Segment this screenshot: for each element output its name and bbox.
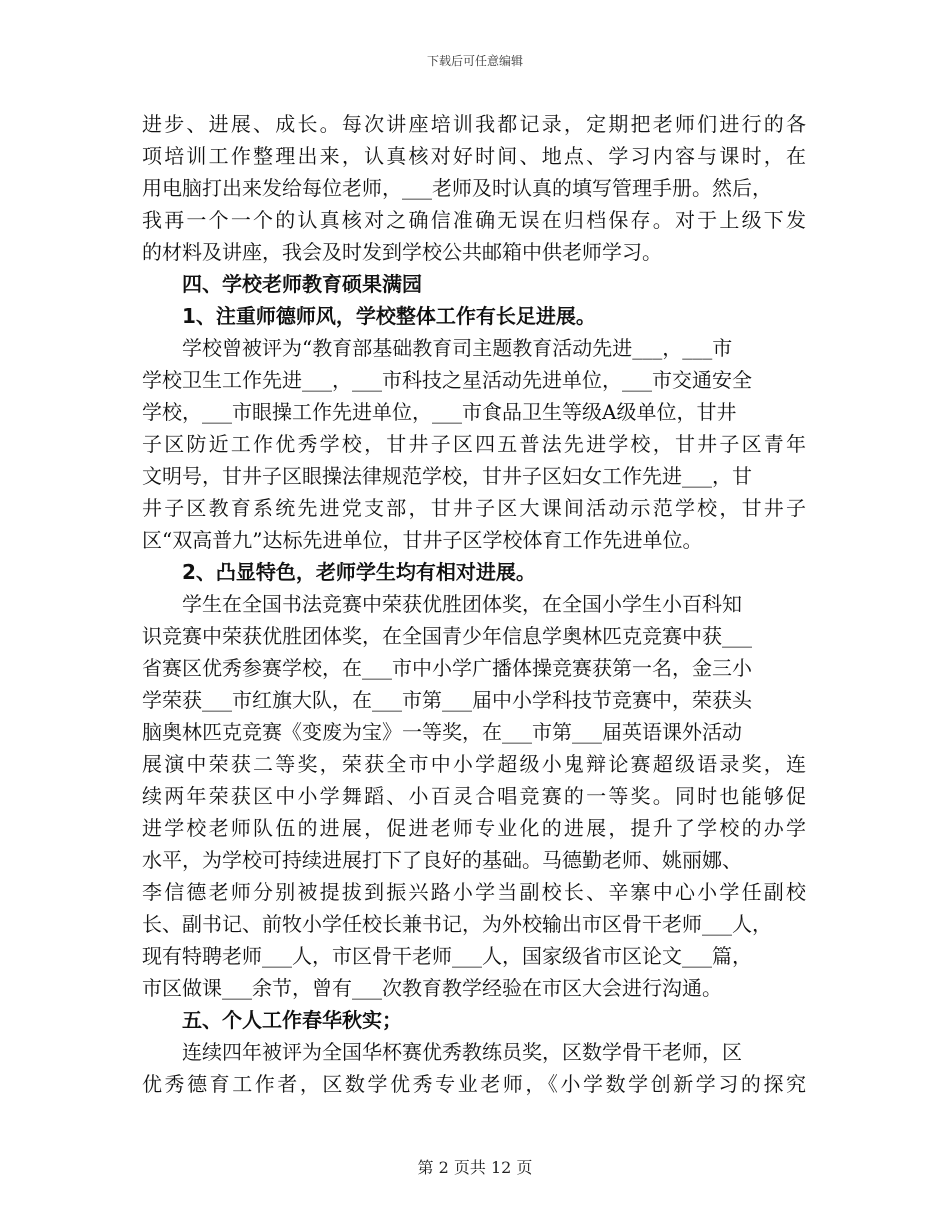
body-line: 现有特聘老师___人，市区骨干老师___人，国家级省市区论文___篇， — [142, 944, 752, 968]
body-line: 续两年荣获区中小学舞蹈、小百灵合唱竞赛的一等奖。同时也能够促 — [142, 784, 806, 808]
body-line: 的材料及讲座，我会及时发到学校公共邮箱中供老师学习。 — [142, 240, 662, 264]
body-line: 文明号，甘井子区眼操法律规范学校，甘井子区妇女工作先进___，甘 — [142, 464, 752, 488]
body-line: 脑奥林匹克竞赛《变废为宝》一等奖，在___市第___届英语课外活动 — [142, 720, 742, 744]
body-line: 优秀德育工作者，区数学优秀专业老师，《小学数学创新学习的探究 — [142, 1072, 806, 1096]
section-heading-5: 五、个人工作春华秋实； — [182, 1008, 402, 1032]
body-line: 市区做课___余节，曾有___次教育教学经验在市区大会进行沟通。 — [142, 976, 722, 1000]
page-header: 下载后可任意编辑 — [426, 54, 523, 68]
page-footer: 第 2 页共 12 页 — [417, 1158, 533, 1177]
body-line: 学校卫生工作先进___，___市科技之星活动先进单位，___市交通安全 — [142, 368, 752, 392]
body-line: 省赛区优秀参赛学校，在___市中小学广播体操竞赛获第一名，金三小 — [142, 656, 752, 680]
subheading-1: 1、注重师德师风，学校整体工作有长足进展。 — [182, 304, 596, 328]
document-body — [142, 108, 806, 1100]
body-line: 展演中荣获二等奖，荣获全市中小学超级小鬼辩论赛超级语录奖，连 — [142, 752, 806, 776]
subheading-2: 2、凸显特色，老师学生均有相对进展。 — [182, 560, 536, 584]
body-line: 子区防近工作优秀学校，甘井子区四五普法先进学校，甘井子区青年 — [142, 432, 806, 456]
body-line: 长、副书记、前牧小学任校长兼书记，为外校输出市区骨干老师___人， — [142, 912, 772, 936]
body-line: 学校曾被评为“教育部基础教育司主题教育活动先进___，___市 — [182, 336, 733, 360]
body-line: 学生在全国书法竞赛中荣获优胜团体奖，在全国小学生小百科知 — [182, 592, 742, 616]
body-line: 识竞赛中荣获优胜团体奖，在全国青少年信息学奥林匹克竞赛中获___ — [142, 624, 752, 648]
body-line: 区“双高普九”达标先进单位，甘井子区学校体育工作先进单位。 — [142, 528, 703, 552]
body-line: 学荣获___市红旗大队，在___市第___届中小学科技节竞赛中，荣获头 — [142, 688, 752, 712]
body-line: 进学校老师队伍的进展，促进老师专业化的进展，提升了学校的办学 — [142, 816, 806, 840]
body-line: 连续四年被评为全国华杯赛优秀教练员奖，区数学骨干老师，区 — [182, 1040, 742, 1064]
body-line: 学校，___市眼操工作先进单位，___市食品卫生等级A级单位，甘井 — [142, 400, 737, 424]
body-line: 水平，为学校可持续进展打下了良好的基础。马德勤老师、姚丽娜、 — [142, 848, 742, 872]
body-line: 进步、进展、成长。每次讲座培训我都记录，定期把老师们进行的各 — [142, 112, 806, 136]
body-line: 井子区教育系统先进党支部，甘井子区大课间活动示范学校，甘井子 — [142, 496, 806, 520]
section-heading-4: 四、学校老师教育硕果满园 — [182, 272, 422, 296]
body-line: 用电脑打出来发给每位老师，___老师及时认真的填写管理手册。然后， — [142, 176, 772, 200]
body-line: 我再一个一个的认真核对之确信准确无误在归档保存。对于上级下发 — [142, 208, 806, 232]
body-line: 项培训工作整理出来，认真核对好时间、地点、学习内容与课时，在 — [142, 144, 806, 168]
body-line: 李信德老师分别被提拔到振兴路小学当副校长、辛寨中心小学任副校 — [142, 880, 806, 904]
